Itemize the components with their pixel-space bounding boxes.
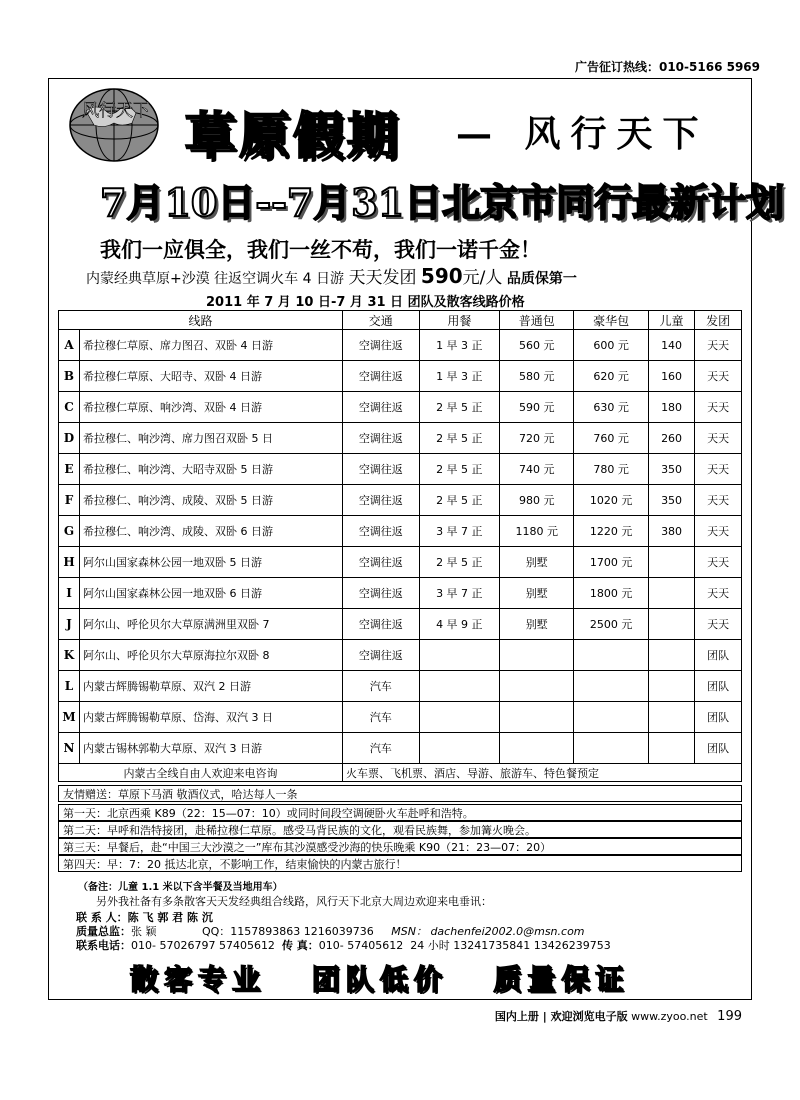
cell-child: 140	[648, 330, 695, 361]
contact-person-label: 联 系 人：	[76, 911, 128, 924]
cell-route: 内蒙古锡林郭勒大草原、双汽 3 日游	[80, 733, 343, 764]
cell-departure: 天天	[695, 609, 742, 640]
header-standard: 普通包	[500, 311, 574, 330]
cell-deluxe	[574, 702, 648, 733]
services-cell: 火车票、飞机票、酒店、导游、旅游车、特色餐预定	[343, 764, 742, 782]
header-meals: 用餐	[419, 311, 499, 330]
contact-manager-name: 张 颖	[131, 925, 157, 938]
cell-child	[648, 609, 695, 640]
cell-route: 阿尔山、呼伦贝尔大草原海拉尔双卧 8	[80, 640, 343, 671]
cell-route: 希拉穆仁草原、大昭寺、双卧 4 日游	[80, 361, 343, 392]
cell-child	[648, 733, 695, 764]
cell-departure: 天天	[695, 516, 742, 547]
contact-phone-number: 010- 57026797 57405612	[131, 939, 275, 952]
promo-unit: 元/人	[462, 268, 503, 288]
plan-title: 7月10日--7月31日北京市同行最新计划	[100, 180, 785, 225]
cell-route: 希拉穆仁、响沙湾、席力图召双卧 5 日	[80, 423, 343, 454]
brand-title: 草原假期	[185, 106, 401, 165]
table-row	[59, 671, 742, 702]
cell-meals: 2 早 5 正	[419, 547, 499, 578]
cell-letter: L	[59, 671, 80, 702]
cell-route: 希拉穆仁草原、席力图召、双卧 4 日游	[80, 330, 343, 361]
cell-letter: H	[59, 547, 80, 578]
cell-route: 希拉穆仁、响沙湾、成陵、双卧 5 日游	[80, 485, 343, 516]
cell-meals: 3 早 7 正	[419, 516, 499, 547]
brand-dash: —	[456, 113, 502, 155]
cell-departure: 天天	[695, 547, 742, 578]
table-row	[59, 485, 742, 516]
table-extra-row	[59, 764, 742, 782]
table-title: 2011 年 7 月 10 日-7 月 31 日 团队及散客线路价格	[206, 295, 525, 310]
cell-route: 阿尔山国家森林公园一地双卧 6 日游	[80, 578, 343, 609]
footer-label: 国内上册 | 欢迎浏览电子版	[494, 1010, 628, 1023]
cell-transport: 汽车	[343, 671, 420, 702]
cell-departure: 团队	[695, 640, 742, 671]
footer-url[interactable]: www.zyoo.net	[631, 1010, 708, 1023]
note: （备注：儿童 1.1 米以下含半餐及当地用车）	[78, 882, 283, 893]
day-2: 第二天：早呼和浩特接团，赴稀拉穆仁草原。感受马背民族的文化，观看民族舞，参加篝火晚会。	[58, 821, 742, 838]
promo-line	[86, 263, 577, 288]
cell-standard	[500, 702, 574, 733]
cell-deluxe: 2500 元	[574, 609, 648, 640]
cell-child: 160	[648, 361, 695, 392]
cell-route: 希拉穆仁草原、响沙湾、双卧 4 日游	[80, 392, 343, 423]
cell-meals: 2 早 5 正	[419, 423, 499, 454]
cell-meals: 4 早 9 正	[419, 609, 499, 640]
table-row	[59, 392, 742, 423]
cell-deluxe: 1020 元	[574, 485, 648, 516]
table-row	[59, 454, 742, 485]
cell-transport: 空调往返	[343, 547, 420, 578]
cell-child	[648, 702, 695, 733]
ad-hotline: 广告征订热线：010-5166 5969	[574, 60, 760, 74]
cell-transport: 空调往返	[343, 361, 420, 392]
day-4: 第四天：早：7：20 抵达北京，不影响工作，结束愉快的内蒙古旅行！	[58, 855, 742, 872]
cell-letter: N	[59, 733, 80, 764]
cell-meals	[419, 671, 499, 702]
header-transport: 交通	[343, 311, 420, 330]
cell-letter: J	[59, 609, 80, 640]
cell-transport: 空调往返	[343, 485, 420, 516]
free-tour-cell: 内蒙古全线自由人欢迎来电咨询	[59, 764, 343, 782]
cell-child: 380	[648, 516, 695, 547]
logo-text: 风行天下	[82, 101, 150, 121]
cell-letter: B	[59, 361, 80, 392]
cell-meals	[419, 640, 499, 671]
cell-transport: 空调往返	[343, 330, 420, 361]
page-number: 199	[717, 1009, 742, 1024]
cell-standard: 980 元	[500, 485, 574, 516]
table-row	[59, 733, 742, 764]
cell-letter: I	[59, 578, 80, 609]
table-header-row	[59, 311, 742, 330]
cell-departure: 天天	[695, 485, 742, 516]
cell-departure: 团队	[695, 671, 742, 702]
route-price-table	[58, 310, 742, 782]
contact-fax-label: 传 真：	[281, 939, 319, 952]
cell-letter: F	[59, 485, 80, 516]
cell-meals: 2 早 5 正	[419, 485, 499, 516]
cell-child	[648, 547, 695, 578]
header-route: 线路	[59, 311, 343, 330]
table-row	[59, 423, 742, 454]
cell-standard: 1180 元	[500, 516, 574, 547]
promo-daily: 天天发团	[348, 268, 417, 288]
day-3: 第三天：早餐后，赴“中国三大沙漠之一”库布其沙漠感受沙海的快乐晚乘 K90（21：23—07：20）	[58, 838, 742, 855]
cell-departure: 天天	[695, 578, 742, 609]
cell-route: 内蒙古辉腾锡勒草原、双汽 2 日游	[80, 671, 343, 702]
cell-child: 260	[648, 423, 695, 454]
cell-route: 内蒙古辉腾锡勒草原、岱海、双汽 3 日	[80, 702, 343, 733]
table-row	[59, 516, 742, 547]
cell-letter: D	[59, 423, 80, 454]
cell-letter: K	[59, 640, 80, 671]
contact-qq: QQ：1157893863 1216039736	[201, 925, 374, 938]
contact-fax-number: 010- 57405612	[318, 939, 404, 952]
cell-departure: 天天	[695, 454, 742, 485]
cell-transport: 汽车	[343, 702, 420, 733]
cell-deluxe	[574, 733, 648, 764]
cell-departure: 团队	[695, 702, 742, 733]
cell-route: 阿尔山国家森林公园一地双卧 5 日游	[80, 547, 343, 578]
cell-standard: 别墅	[500, 609, 574, 640]
cell-child: 350	[648, 485, 695, 516]
cell-transport: 空调往返	[343, 640, 420, 671]
cell-deluxe: 1700 元	[574, 547, 648, 578]
table-row	[59, 547, 742, 578]
cell-child	[648, 671, 695, 702]
brand-subtitle	[456, 106, 709, 157]
cell-standard	[500, 640, 574, 671]
cell-deluxe: 780 元	[574, 454, 648, 485]
cell-deluxe: 1800 元	[574, 578, 648, 609]
cell-meals: 1 早 3 正	[419, 330, 499, 361]
cell-departure: 天天	[695, 392, 742, 423]
contact-hotline-24h: 24 小时 13241735841 13426239753	[410, 939, 611, 952]
cell-deluxe	[574, 671, 648, 702]
cell-meals	[419, 733, 499, 764]
gift-line: 友情赠送：草原下马酒 敬酒仪式，哈达每人一条	[58, 785, 742, 802]
contact-phone-label: 联系电话：	[76, 939, 131, 952]
cell-deluxe: 630 元	[574, 392, 648, 423]
table-row	[59, 702, 742, 733]
cell-standard	[500, 671, 574, 702]
globe-logo-icon	[66, 86, 162, 164]
cell-meals: 1 早 3 正	[419, 361, 499, 392]
cell-meals	[419, 702, 499, 733]
cell-letter: G	[59, 516, 80, 547]
footer	[495, 1008, 742, 1024]
header-departure: 发团	[695, 311, 742, 330]
cell-deluxe: 600 元	[574, 330, 648, 361]
cell-letter: M	[59, 702, 80, 733]
cell-transport: 空调往返	[343, 454, 420, 485]
cell-departure: 天天	[695, 361, 742, 392]
contact-phone	[76, 937, 611, 953]
brand-sub-text: 风行天下	[524, 113, 709, 155]
cell-standard: 740 元	[500, 454, 574, 485]
table-row	[59, 609, 742, 640]
motto: 散客专业 团队低价 质量保证	[130, 963, 630, 996]
cell-standard	[500, 733, 574, 764]
table-row	[59, 330, 742, 361]
cell-deluxe: 1220 元	[574, 516, 648, 547]
cell-departure: 天天	[695, 423, 742, 454]
promo-quality: 品质保第一	[506, 271, 577, 287]
cell-standard: 560 元	[500, 330, 574, 361]
cell-meals: 3 早 7 正	[419, 578, 499, 609]
cell-route: 希拉穆仁、响沙湾、大昭寺双卧 5 日游	[80, 454, 343, 485]
cell-meals: 2 早 5 正	[419, 392, 499, 423]
cell-route: 希拉穆仁、响沙湾、成陵、双卧 6 日游	[80, 516, 343, 547]
cell-standard: 590 元	[500, 392, 574, 423]
promo-price: 590	[420, 264, 463, 288]
header-deluxe: 豪华包	[574, 311, 648, 330]
day-1: 第一天：北京西乘 K89（22：15—07：10）或同时间段空调硬卧火车赴呼和浩特。	[58, 804, 742, 821]
cell-deluxe	[574, 640, 648, 671]
cell-meals: 2 早 5 正	[419, 454, 499, 485]
cell-transport: 空调往返	[343, 609, 420, 640]
cell-letter: E	[59, 454, 80, 485]
cell-transport: 空调往返	[343, 423, 420, 454]
contact-manager-label: 质量总监：	[76, 925, 131, 938]
table-row	[59, 640, 742, 671]
cell-departure: 天天	[695, 330, 742, 361]
cell-transport: 空调往返	[343, 392, 420, 423]
cell-standard: 720 元	[500, 423, 574, 454]
promo-text: 内蒙经典草原+沙漠 往返空调火车 4 日游	[86, 271, 344, 287]
cell-child: 350	[648, 454, 695, 485]
header-child: 儿童	[648, 311, 695, 330]
table-row	[59, 361, 742, 392]
cell-letter: A	[59, 330, 80, 361]
contact-intro: 另外我社备有多条散客天天发经典组合线路，风行天下北京大周边欢迎来电垂讯：	[96, 895, 492, 908]
cell-transport: 汽车	[343, 733, 420, 764]
cell-standard: 别墅	[500, 578, 574, 609]
cell-letter: C	[59, 392, 80, 423]
cell-transport: 空调往返	[343, 516, 420, 547]
cell-departure: 团队	[695, 733, 742, 764]
cell-standard: 别墅	[500, 547, 574, 578]
cell-route: 阿尔山、呼伦贝尔大草原满洲里双卧 7	[80, 609, 343, 640]
table-row	[59, 578, 742, 609]
cell-transport: 空调往返	[343, 578, 420, 609]
cell-deluxe: 620 元	[574, 361, 648, 392]
cell-child	[648, 578, 695, 609]
cell-deluxe: 760 元	[574, 423, 648, 454]
route-body	[59, 330, 742, 764]
cell-child: 180	[648, 392, 695, 423]
contact-msn: MSN： dachenfei2002.0@msn.com	[391, 925, 585, 938]
slogan: 我们一应俱全，我们一丝不苟，我们一诺千金！	[100, 238, 541, 262]
cell-child	[648, 640, 695, 671]
contact-person-names: 陈 飞 郭 君 陈 沉	[127, 911, 213, 924]
cell-standard: 580 元	[500, 361, 574, 392]
